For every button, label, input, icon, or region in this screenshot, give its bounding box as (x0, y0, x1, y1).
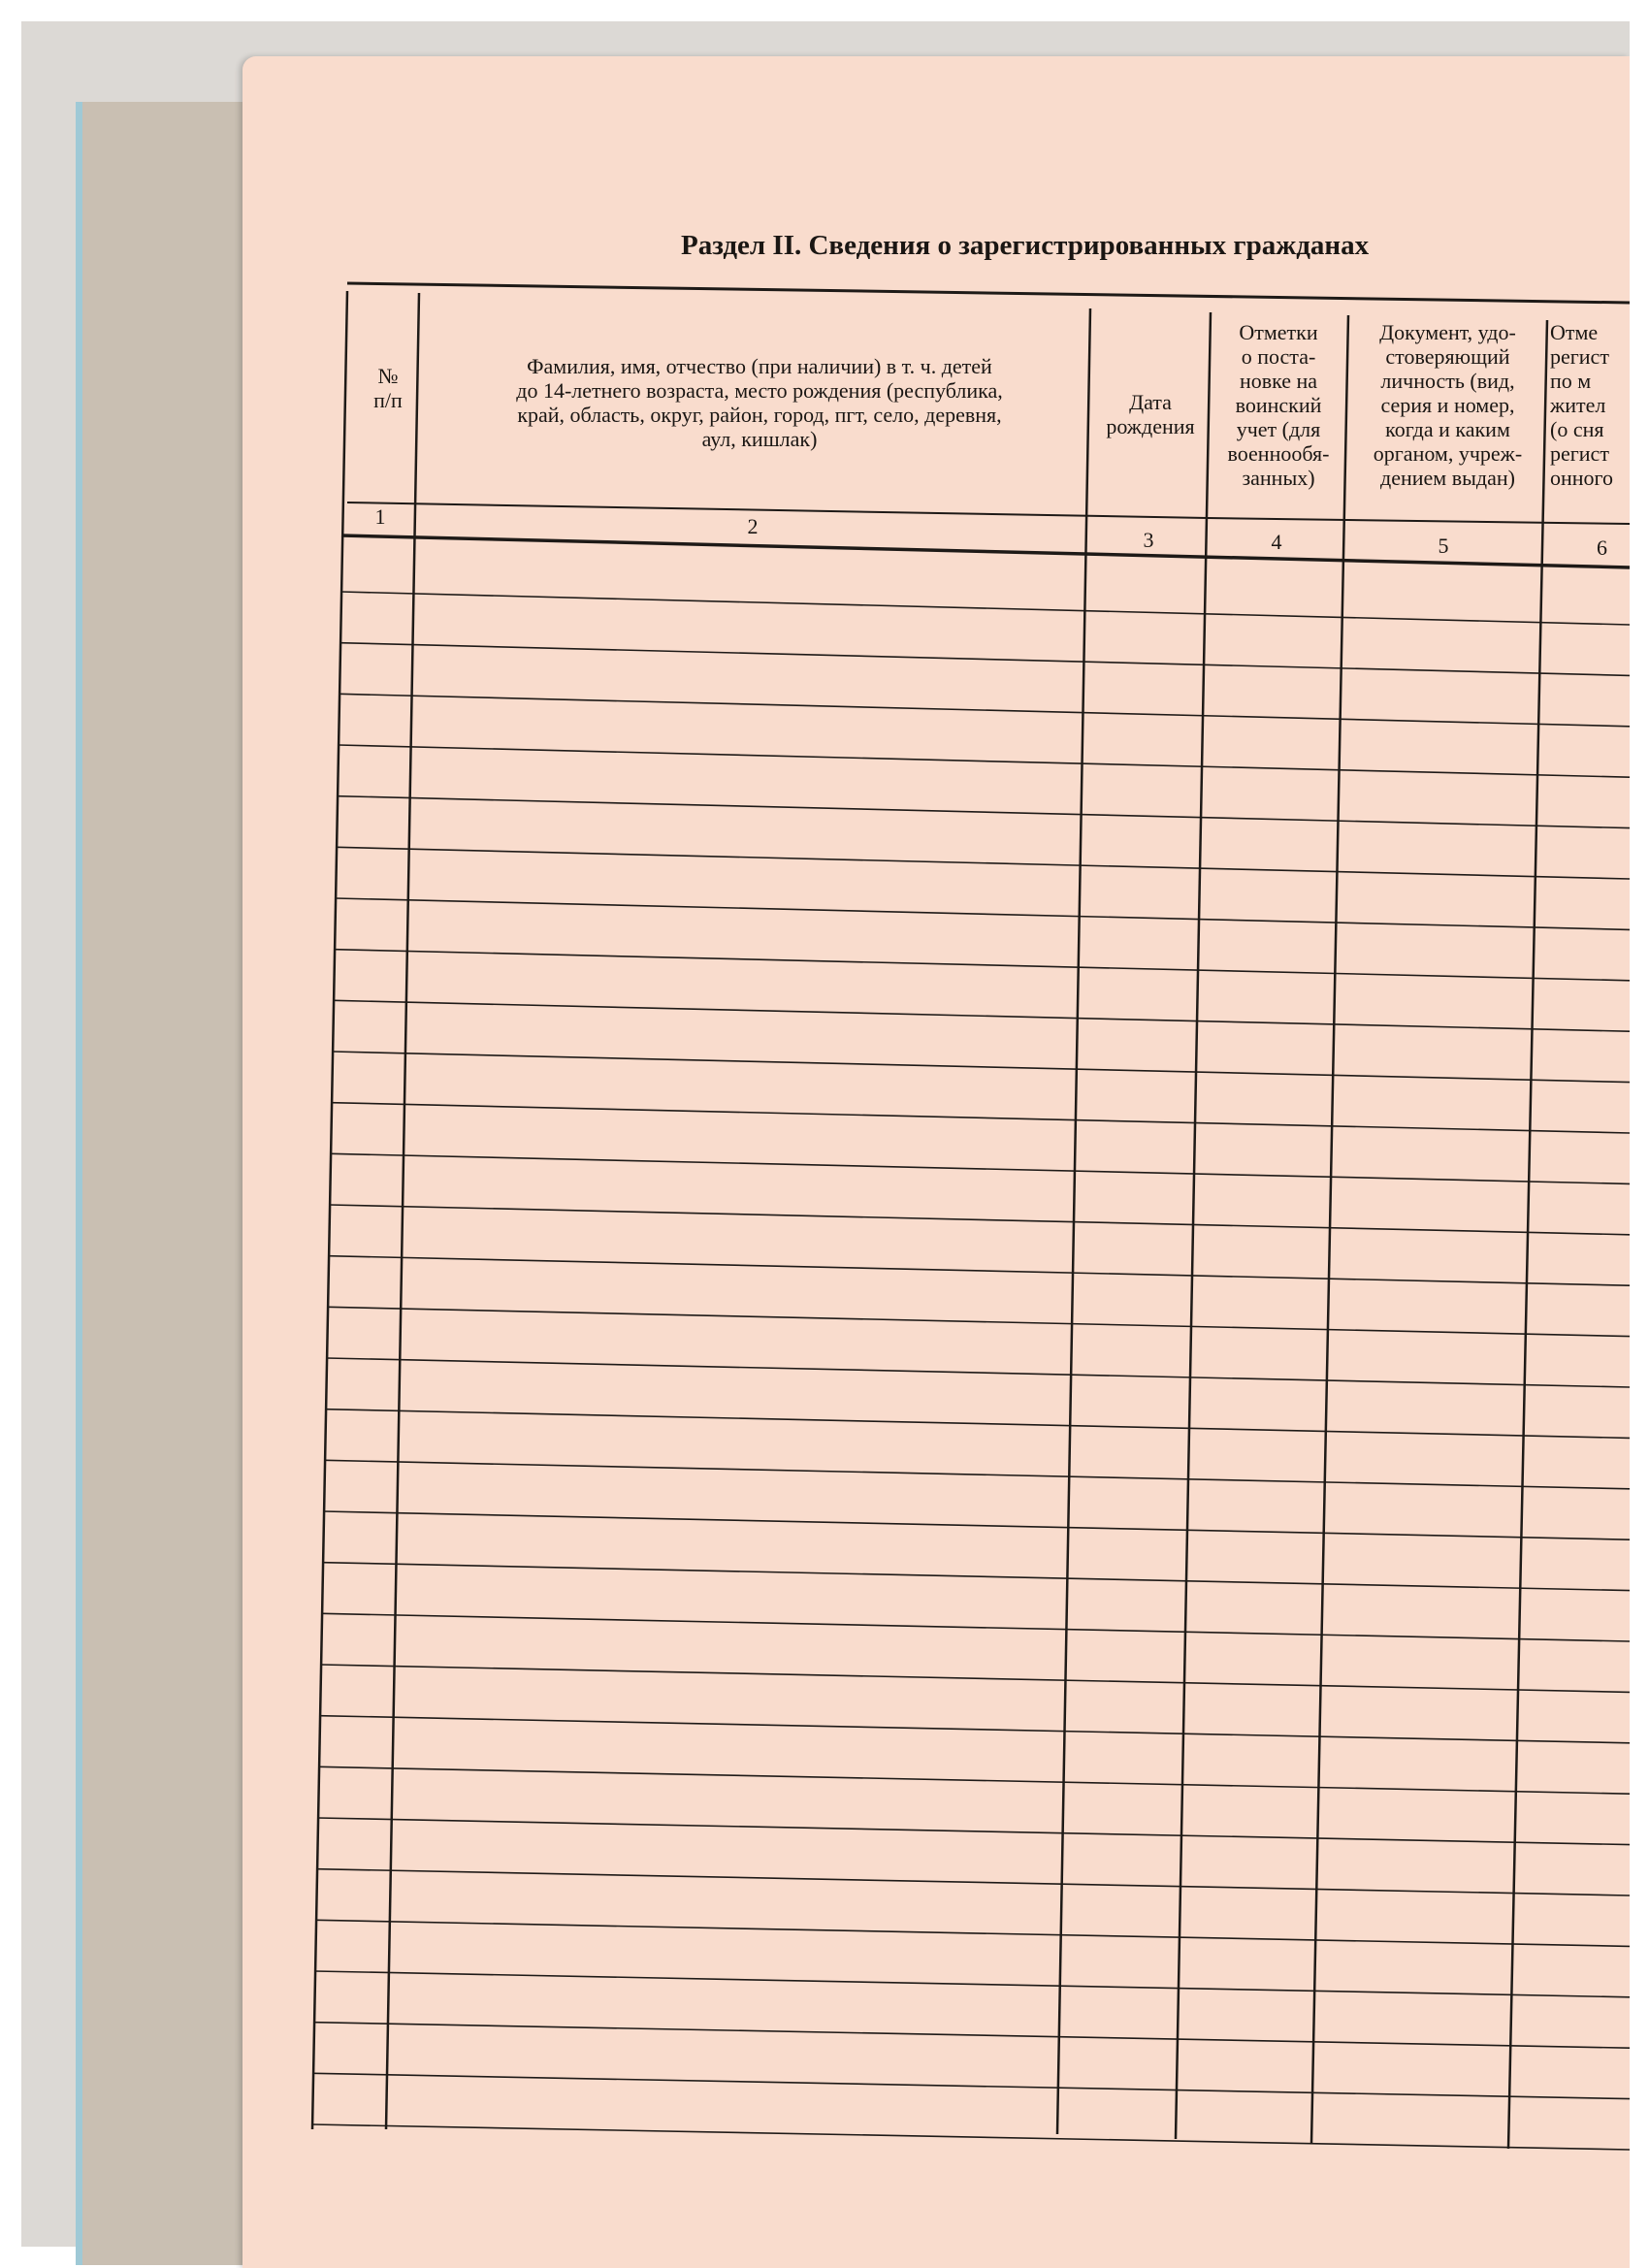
table-top-rule (347, 283, 1630, 303)
table-row-rule (315, 1971, 1630, 1997)
column-number-1: 1 (374, 504, 386, 529)
column-number-2: 2 (747, 514, 759, 538)
column-number-5: 5 (1438, 534, 1449, 558)
header-col-military: Отметки о поста- новке на воинский учет (для военнообя- занных) (1227, 320, 1330, 490)
table-row-rule (322, 1613, 1630, 1641)
table-row-rule (317, 1869, 1630, 1895)
table-row-rule (323, 1563, 1630, 1591)
table-row-rule (316, 1920, 1630, 1946)
table-row-rule (333, 1052, 1630, 1083)
table-row-rule (331, 1153, 1630, 1183)
table-row-rule (334, 1000, 1630, 1031)
table-row-rule (340, 694, 1630, 726)
header-col-registration: Отме регист по м жител (о сня регист онного (1550, 320, 1614, 490)
column-divider (1311, 315, 1348, 2144)
column-number-4: 4 (1271, 530, 1282, 554)
table-row-rule (341, 592, 1630, 625)
table-row-rule (336, 898, 1630, 929)
scan-border (0, 0, 1649, 21)
table-row-rule (329, 1256, 1630, 1286)
column-divider (386, 293, 419, 2129)
table-row-rule (318, 1818, 1630, 1845)
table-row-rule (339, 745, 1630, 777)
table-row-rule (328, 1307, 1630, 1336)
table-row-rule (326, 1409, 1630, 1439)
table-row-rule (335, 950, 1630, 981)
table-row-rule (325, 1460, 1630, 1488)
table-row-rule (320, 1716, 1630, 1743)
header-col-id-document: Документ, удо- стоверяющий личность (вид, серия и номер, когда и каким органом, учреж- дением выдан) (1373, 320, 1523, 490)
table-row-rule (338, 796, 1630, 828)
column-divider (1508, 320, 1547, 2149)
table-row-rule (314, 2023, 1630, 2049)
table-row-rule (324, 1511, 1630, 1539)
table-row-rule (332, 1103, 1630, 1133)
table-row-rule (321, 1665, 1630, 1692)
table-row-rule (327, 1358, 1630, 1387)
table-row-rule (312, 2124, 1630, 2150)
table-row-rule (313, 2073, 1630, 2098)
header-separator (1208, 518, 1630, 524)
column-divider (312, 291, 347, 2129)
header-col-fullname: Фамилия, имя, отчество (при наличии) в т. ч. детей до 14-летнего возраста, место рождения (республика, край, область, округ, район, город, пгт, село, деревня, аул, кишлак) (516, 354, 1003, 451)
table-row-rule (337, 847, 1630, 879)
header-col-number: № п/п (373, 364, 403, 412)
header-col-birthdate: Дата рождения (1106, 390, 1195, 438)
table-row-rule (340, 643, 1630, 676)
column-number-3: 3 (1143, 528, 1154, 552)
column-number-6: 6 (1597, 535, 1607, 560)
table-row-rule (330, 1205, 1630, 1235)
table-row-rule (319, 1766, 1630, 1794)
page-title: Раздел II. Сведения о зарегистрированных гражданах (681, 230, 1370, 261)
scan-border (1630, 0, 1649, 2268)
